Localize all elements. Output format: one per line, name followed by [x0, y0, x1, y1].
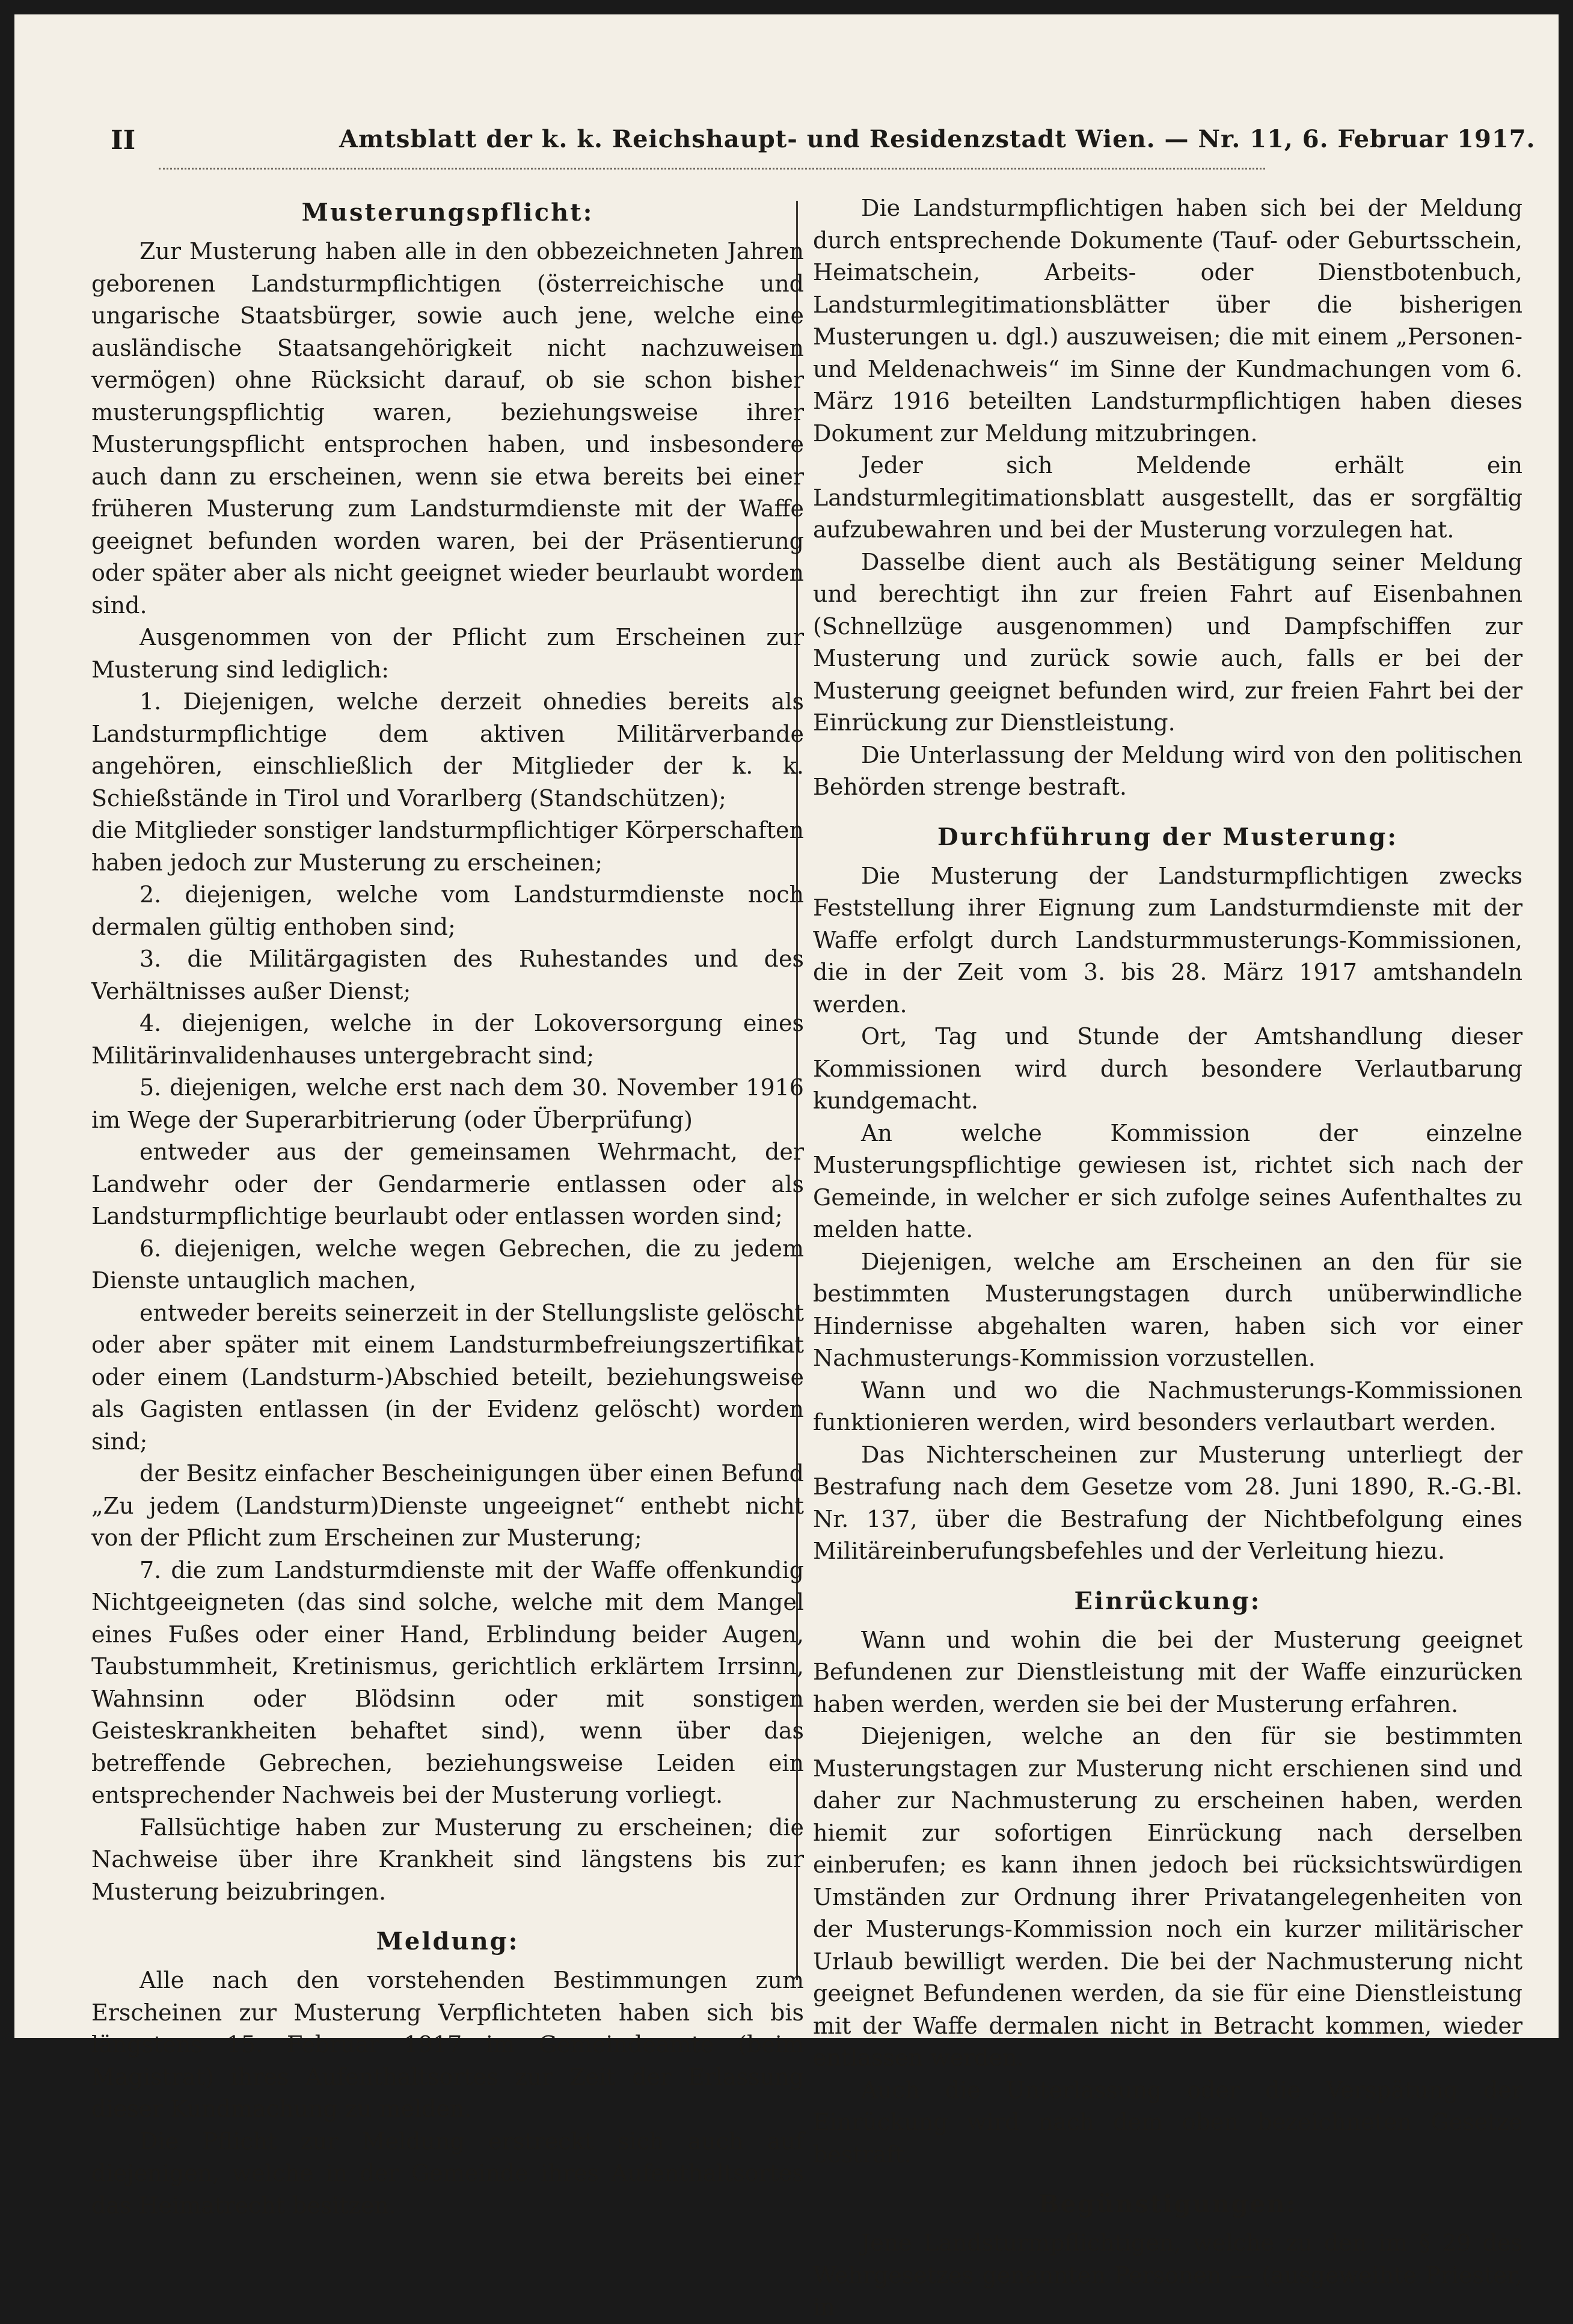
paragraph: Fallsüchtige haben zur Musterung zu erscheinen; die Nachweise über ihre Krankheit sind längstens bis zur Musterung beizubringen. — [91, 1814, 804, 1905]
paragraph: Ort, Tag und Stunde der Amtshandlung dieser Kommissionen wird durch besondere Verlautbarung kundgemacht. — [813, 1023, 1522, 1114]
paragraph: Wann und wohin die bei der Musterung geeignet Befundenen zur Dienstleistung mit der Waffe einzurücken haben werden, werden sie bei der Musterung erfahren. — [813, 1626, 1522, 1717]
list-item: 6. diejenigen, welche wegen Gebrechen, die zu jedem Dienste untauglich machen, — [91, 1235, 804, 1294]
paragraph: Diejenigen, welche am Erscheinen an den für sie bestimmten Musterungstagen durch unüberwindliche Hindernisse abgehalten waren, haben sich vor einer Nachmusterungs-Kommission vorzustellen. — [813, 1248, 1522, 1371]
heading-beguenstigungen: Begünstigungen: — [1038, 2190, 1297, 2218]
paragraph: die Mitglieder sonstiger landsturmpflichtiger Körperschaften haben jedoch zur Musterung zu erscheinen; — [91, 817, 804, 876]
heading-musterungspflicht: Musterungspflicht: — [301, 198, 594, 227]
list-item: 1. Diejenigen, welche derzeit ohnedies bereits als Landsturmpflichtige dem aktiven Militärverbande angehören, einschließlich der Mitglieder der k. k. Schießstände in Tirol und Vorarlberg (Standschützen); — [91, 688, 804, 812]
list-item: 4. diejenigen, welche in der Lokoversorgung eines Militärinvalidenhauses untergebracht sind; — [91, 1010, 804, 1069]
paragraph: entweder aus der gemeinsamen Wehrmacht, der Landwehr oder der Gendarmerie entlassen oder als Landsturmpflichtige beurlaubt oder entlassen worden sind; — [91, 1139, 804, 1229]
paragraph: Zur Musterung haben alle in den obbezeichneten Jahren geborenen Landsturmpflichtigen (österreichische und ungarische Staatsbürger, sowie auch jene, welche eine ausländische Staatsangehörigkeit nicht nachzuweisen vermögen) ohne Rücksicht darauf, ob sie schon bisher musterungspflichtig waren, beziehungsweise ihrer Musterungspflicht entsprochen haben, und insbesondere auch dann zu erscheinen, wenn sie etwa bereits bei einer früheren Musterung zum Landsturmdienste mit der Waffe geeignet befunden worden waren, bei der Präsentierung oder später aber als nicht geeignet wieder beurlaubt worden sind. — [91, 238, 804, 619]
paragraph: An welche Kommission der einzelne Musterungspflichtige gewiesen ist, richtet sich nach der Gemeinde, in welcher er sich zufolge seines Aufenthaltes zu melden hatte. — [813, 1119, 1522, 1243]
list-item: 5. diejenigen, welche erst nach dem 30. November 1916 im Wege der Superarbitrierung (oder Überprüfung) — [91, 1074, 804, 1133]
list-item: 7. die zum Landsturmdienste mit der Waffe offenkundig Nichtgeeigneten (das sind solche, welche mit dem Mangel eines Fußes oder einer Hand, Erblindung beider Augen, Taubstummheit, Kretinismus, gerichtlich erklärtem Irrsinn, Wahnsinn oder Blödsinn oder mit sonstigen Geisteskrankheiten behaftet sind), wenn über das betreffende Gebrechen, beziehungsweise Leiden ein entsprechender Nachweis bei der Musterung vorliegt. — [91, 1556, 804, 1808]
paragraph: Ausgenommen von der Pflicht zum Erscheinen zur Musterung sind lediglich: — [91, 624, 804, 683]
paragraph: Das Nichterscheinen zur Musterung unterliegt der Bestrafung nach dem Gesetze vom 28. Juni 1890, R.-G.-Bl. Nr. 137, über die Bestrafung der Nichtbefolgung eines Militäreinberufungsbefehles und der Verleitung hiezu. — [813, 1441, 1522, 1564]
paragraph: Auch die Unterlassung oder die Verspätung der Einrückung wird nach dem oben bezeichneten Gesetze bestraft. — [813, 2076, 1522, 2168]
paragraph: entweder bereits seinerzeit in der Stellungsliste gelöscht oder aber später mit einem Landsturmbefreiungszertifikat oder einem (Landsturm-)Abschied beteilt, beziehungsweise als Gagisten entlassen (in der Evidenz gelöscht) worden sind; — [91, 1299, 804, 1455]
paragraph: Alle nach den vorstehenden Bestimmungen zum Erscheinen zur Musterung Verpflichteten haben sich bis längstens 15. Februar 1917 im Gemeindeamte (beim Magistrat) ihres Aufenthaltsortes zur Zeit der Erlassung dieser Kundmachung zu melden. — [91, 1967, 804, 2122]
right-column — [813, 192, 1522, 2324]
heading-einrueckung: Einrückung: — [1074, 1586, 1262, 1615]
paragraph: Die Musterung der Landsturmpflichtigen zwecks Feststellung ihrer Eignung zum Landsturmdienste mit der Waffe erfolgt durch Landsturmmusterungs-Kommissionen, die in der Zeit vom 3. bis 28. März 1917 amtshandeln werden. — [813, 862, 1522, 1018]
heading-durchfuehrung: Durchführung der Musterung: — [937, 822, 1398, 851]
paragraph: der Besitz einfacher Bescheinigungen über einen Befund „Zu jedem (Landsturm)Dienste ungeeignet“ enthebt nicht von der Pflicht zum Erscheinen zur Musterung; — [91, 1460, 804, 1551]
paragraph: Dasselbe dient auch als Bestätigung seiner Meldung und berechtigt ihn zur freien Fahrt auf Eisenbahnen (Schnellzüge ausgenommen) und Dampfschiffen zur Musterung und zurück sowie auch, falls er bei der Musterung geeignet befunden wird, zur freien Fahrt bei der Einrückung zur Dienstleistung. — [813, 548, 1522, 736]
list-item: 3. die Militärgagisten des Ruhestandes und des Verhältnisses außer Dienst; — [91, 946, 804, 1005]
page-number: II — [111, 125, 136, 156]
heading-meldung: Meldung: — [376, 1927, 520, 1956]
left-column — [91, 192, 804, 2222]
paragraph: Die Unterlassung der Meldung wird von den politischen Behörden strenge bestraft. — [813, 741, 1522, 800]
paragraph: Jene Landsturmpflichtigen, welche zu den im § 29 des Wehrgesetzes genannten Personen — (ausgeweihte Priester, in — [813, 2230, 1522, 2320]
list-item: 2. diejenigen, welche vom Landsturmdienste noch dermalen gültig enthoben sind; — [91, 881, 804, 940]
paragraph: Diejenigen, welche an den für sie bestimmten Musterungstagen zur Musterung nicht erschienen sind und daher zur Nachmusterung zu erscheinen haben, werden hiemit zur sofortigen Einrückung nach derselben einberufen; es kann ihnen jedoch bei rücksichtswürdigen Umständen zur Ordnung ihrer Privatangelegenheiten von der Musterungs-Kommission noch ein kurzer militärischer Urlaub bewilligt werden. Die bei der Nachmusterung nicht geeignet Befundenen werden, da sie für eine Dienstleistung mit der Waffe dermalen nicht in Betracht kommen, wieder entlassen werden. — [813, 1723, 1522, 2071]
paragraph: Die Pflicht zur Meldung erstreckt sich auch auf diejenigen, welche in der Gemeinde ihres Aufenthaltsortes das Heimatrecht besitzen. — [91, 2127, 804, 2219]
header-rule — [159, 168, 1265, 178]
paragraph: Wann und wo die Nachmusterungs-Kommissionen funktionieren werden, wird besonders verlautbart werden. — [813, 1377, 1522, 1436]
page-header — [99, 120, 1536, 162]
header-title: Amtsblatt der k. k. Reichshaupt- und Residenzstadt Wien. — Nr. 11, 6. Februar 1917. — [339, 125, 1536, 153]
paragraph: Die Landsturmpflichtigen haben sich bei der Meldung durch entsprechende Dokumente (Tauf- oder Geburtsschein, Heimatschein, Arbeits- oder Dienstbotenbuch, Landsturmlegitimationsblätter über die bisherigen Musterungen u. dgl.) auszuweisen; die mit einem „Personen- und Meldenachweis“ im Sinne der Kundmachungen vom 6. März 1916 beteilten Landsturmpflichtigen haben dieses Dokument zur Meldung mitzubringen. — [813, 195, 1522, 447]
paragraph: Jeder sich Meldende erhält ein Landsturmlegitimationsblatt ausgestellt, das er sorgfältig aufzubewahren und bei der Musterung vorzulegen hat. — [813, 452, 1522, 543]
document-page — [14, 14, 1559, 2320]
